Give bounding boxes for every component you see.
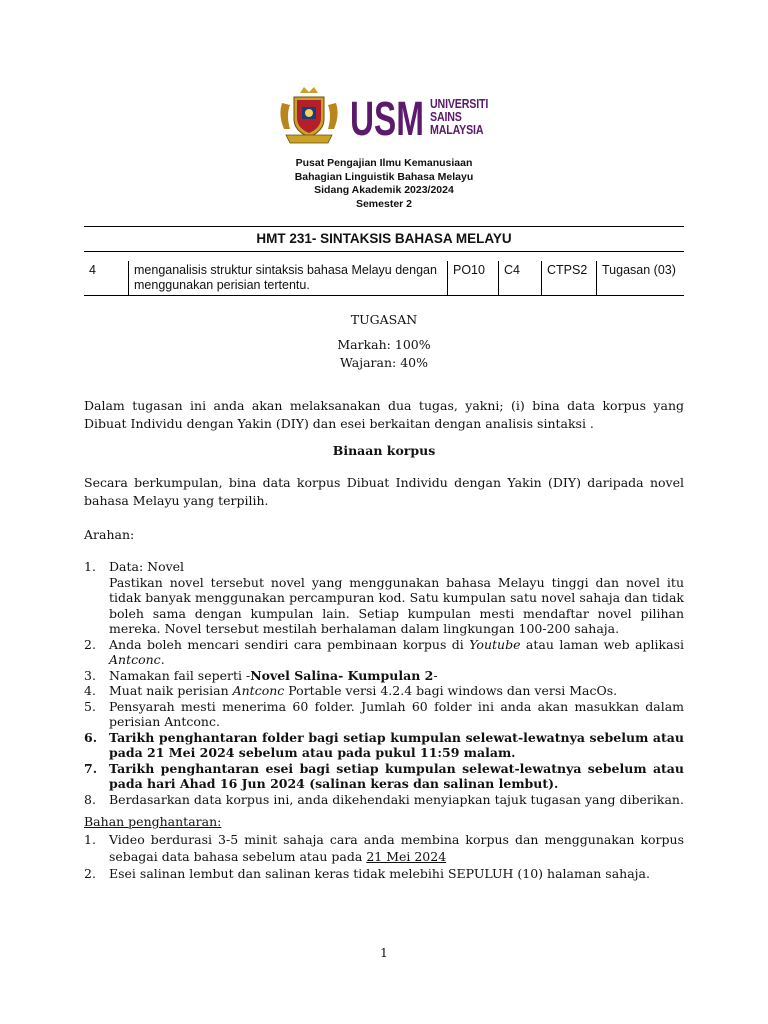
list-item: [84, 730, 684, 761]
instruction-5-text: Pensyarah mesti menerima 60 folder. Jumlah 60 folder ini anda akan masukkan dalam perisian Antconc.: [109, 698, 684, 729]
list-item: [84, 761, 684, 792]
table-cell-po: PO10: [448, 261, 499, 296]
university-crest-icon: [276, 85, 342, 147]
table-row: [84, 261, 684, 296]
usm-wordmark-icon: [350, 91, 424, 141]
table-cell-no: 4: [84, 261, 129, 296]
university-name-line-2: SAINS: [430, 108, 462, 124]
course-title: HMT 231- SINTAKSIS BAHASA MELAYU: [84, 226, 684, 252]
instruction-4-antconc: Antconc: [232, 683, 285, 698]
instruction-8-text: Berdasarkan data korpus ini, anda dikehendaki menyiapkan tajuk tugasan yang diberikan.: [109, 791, 684, 807]
list-number: 7.: [84, 760, 98, 776]
table-cell-ctps: CTPS2: [542, 261, 597, 296]
instruction-6-text: Tarikh penghantaran folder bagi setiap kumpulan selewat-lewatnya sebelum atau pada 21 Mei 2024 sebelum atau pada pukul 11:59 malam.: [109, 729, 684, 760]
submission-label: Bahan penghantaran:: [84, 814, 222, 829]
instructions-label: Arahan:: [84, 527, 135, 542]
list-number: 2.: [84, 636, 96, 652]
learning-outcome-table: [84, 261, 684, 296]
table-cell-c: C4: [499, 261, 542, 296]
list-number: 3.: [84, 667, 96, 683]
division-name: Bahagian Linguistik Bahasa Melayu: [294, 170, 474, 183]
list-item: [84, 865, 684, 882]
list-number: 1.: [84, 559, 96, 574]
university-name: [430, 97, 488, 136]
instruction-3-text: Namakan fail seperti -: [109, 667, 251, 683]
list-item: [84, 668, 684, 684]
instruction-1-body: Pastikan novel tersebut novel yang menggunakan bahasa Melayu tinggi dan novel itu tidak banyak menggunakan percampuran kod. Satu kumpulan satu novel sahaja dan tidak boleh sama dengan kumpulan lain. Setiap kumpulan mesti mendaftar novel pilihan mereka. Novel tersebut mestilah berhalaman dalam lingkungan 100-200 sahaja.: [109, 574, 684, 636]
list-number: 5.: [84, 698, 96, 714]
instruction-2-text: .: [160, 652, 165, 667]
instruction-2-antconc: Antconc: [109, 652, 161, 667]
assignment-heading: TUGASAN: [350, 312, 418, 327]
list-item: [84, 699, 684, 730]
school-name: Pusat Pengajian Ilmu Kemanusiaan: [295, 157, 473, 169]
university-name-line-3: MALAYSIA: [430, 121, 484, 137]
list-item: [84, 792, 684, 808]
list-number: 2.: [84, 866, 96, 881]
submission-list: [84, 831, 684, 882]
table-cell-assessment: Tugasan (03): [597, 261, 685, 296]
list-number: 1.: [84, 832, 96, 847]
instruction-7-text: Tarikh penghantaran esei bagi setiap kumpulan selewat-lewatnya sebelum atau pada hari Ahad 16 Jun 2024 (salinan keras dan salinan lembut).: [109, 760, 684, 791]
instructions-list: [84, 559, 684, 807]
assignment-marks: Markah: 100%: [337, 337, 431, 352]
list-item: [84, 683, 684, 699]
instruction-2-youtube: Youtube: [469, 636, 521, 652]
university-name-line-1: UNIVERSITI: [430, 95, 489, 111]
submission-1-text: Video berdurasi 3-5 minit sahaja cara anda membina korpus dan menggunakan korpus sebagai data bahasa sebelum atau pada: [109, 832, 684, 864]
university-logo: [276, 84, 506, 148]
instruction-3-filename: Novel Salina- Kumpulan 2: [250, 667, 434, 683]
list-number: 4.: [84, 683, 96, 698]
svg-text:USM: USM: [350, 93, 424, 141]
list-number: 8.: [84, 791, 96, 807]
list-item: [84, 831, 684, 865]
instruction-4-text: Muat naik perisian: [109, 683, 233, 698]
semester: Semester 2: [355, 197, 413, 210]
list-item: [84, 559, 684, 637]
instruction-4-text: Portable versi 4.2.4 bagi windows dan versi MacOs.: [284, 683, 618, 698]
document-header: [0, 157, 768, 211]
list-number: 6.: [84, 729, 98, 745]
assignment-intro: Dalam tugasan ini anda akan melaksanakan dua tugas, yakni; (i) bina data korpus yang Dibuat Individu dengan Yakin (DIY) dan esei berkaitan dengan analisis sintaksi .: [84, 398, 684, 431]
assignment-weight: Wajaran: 40%: [340, 355, 428, 370]
page-number: 1: [380, 946, 388, 960]
instruction-2-text: Anda boleh mencari sendiri cara pembinaan korpus di: [109, 636, 470, 652]
instruction-3-text: -: [433, 667, 438, 683]
table-cell-description: menganalisis struktur sintaksis bahasa Melayu dengan menggunakan perisian tertentu.: [129, 261, 448, 296]
academic-session: Sidang Akademik 2023/2024: [314, 184, 454, 196]
submission-2-text: Esei salinan lembut dan salinan keras tidak melebihi SEPULUH (10) halaman sahaja.: [109, 866, 650, 881]
section-text: Secara berkumpulan, bina data korpus Dibuat Individu dengan Yakin (DIY) daripada novel bahasa Melayu yang terpilih.: [84, 475, 684, 508]
list-item: [84, 637, 684, 668]
instruction-1-title: Data: Novel: [109, 559, 185, 574]
submission-1-date: 21 Mei 2024: [366, 849, 447, 864]
instruction-2-text: atau laman web aplikasi: [520, 636, 684, 652]
section-heading: Binaan korpus: [332, 443, 436, 458]
